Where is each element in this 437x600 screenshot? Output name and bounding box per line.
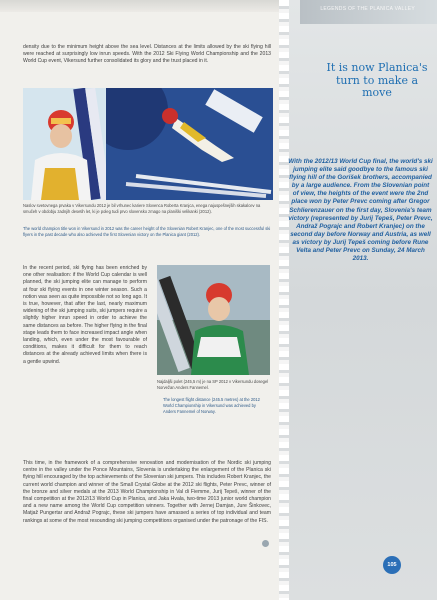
sidebar-headline: It is now Planica's turn to make a move — [326, 61, 428, 99]
photo-anders-fannemel — [157, 265, 270, 375]
caption-slovenian-top: Naslov svetovnega prvaka v Vikersundu 2012 je bil vrhunec kariere Slovenca Roberta Kranjca, enega najuspešnejših skakalcev na smučeh v obdobju zadnjih desetih let, ki je poleg tudi prvo slovensko zmago na planiški velikanki (2012). — [23, 203, 261, 214]
bottom-paragraph: This time, in the framework of a comprehensive renovation and modernisation of the Nordic ski jumping centre in the valley under the Ponce Mountains, Slovenia is undertaking the enlargement of the Planica ski flying hill encouraged by the top achievements of the Slovenian ski jumpers. This includes Robert Kranjec, the current world champion and winner of the Small Crystal Globe at the 2012 ski flights, Peter Prevc, winner of the bronze and silver medals at the 2013 World Championship in Val di Fiemme, Jurij Tepeš, winner of the final competition at the 2012/13 World Cup in Planica, and Jaka Hvala, two-time 2013 junior world champion and a new name among the World Cup competition winners. Together with Jernej Damjan, Jure Šinkovec, Matjaž Pungertar and Andraž Pograjc, these ski jumpers have amassed a series of top individual and team rankings at some of the most resounding ski jumping competitions organised under the patronage of the FIS. — [23, 460, 271, 524]
photo-ski-jumper-portrait — [23, 88, 119, 200]
caption-english-bottom: The longest flight distance (245.5 metres) at the 2012 World Championship in Vikersund was achieved by Anders Fannemel of Norway. — [163, 397, 260, 414]
left-column-text: In the recent period, ski flying has been enriched by one other realisation: if the World Cup calendar is well planned, the ski jumping elite can manage to perform at four ski flying events in one winter season. Such a notion was seen as quite impossible not so long ago. It is true, however, that after the last, nearly maximum widening of the ski jumping suits, ski jumpers require a slightly higher inrun speed in order to achieve the same distances as before. The higher flying in the final stage leads them to face increased impact angle when landing, which, even under the most favourable of conditions, makes it difficult for them to reach distances at the already achieved limits when there is a gentle upwind. — [23, 265, 147, 365]
page-number-badge — [383, 556, 401, 574]
caption-english-top: The world champion title won in Vikersund in 2012 was the career height of the Slovenian Robert Kranjec, one of the most successful ski flyers in the past decade who also achieved the first Slovenian victory on the Planica giant (2012). — [23, 226, 271, 237]
photo-ski-jumper-flight — [106, 88, 273, 200]
header-ribbon-text: LEGENDS OF THE PLANICA VALLEY — [320, 6, 415, 12]
article-end-icon — [262, 540, 269, 547]
page-number: 105 — [387, 562, 397, 568]
torn-paper-edge — [279, 0, 289, 600]
caption-slovenian-bottom: Najdaljši polet (245,5 m) je na SP 2012 v Vikersundu dosegel Norvežan Anders Fannemel. — [157, 379, 269, 390]
sidebar-text: With the 2012/13 World Cup final, the world's ski jumping elite said goodbye to the famous ski flying hill of the Gorišek brothers, accompanied by a large audience. From the Slovenian point of view, the heights of the event were the 2nd place won by Peter Prevc coming after Gregor Schlierenzauer on the first day, Slovenia's team victory (represented by Jurij Tepeš, Peter Prevc, Andraž Pograjc and Robert Kranjec) on the second day before Norway and Austria, as well as victory by Jurij Tepeš coming before Rune Velta and Peter Prevc on Sunday, 24 March 2013. — [288, 158, 433, 263]
intro-paragraph: density due to the minimum height above the sea level. Distances at the limits allowed by the ski flying hill were reached at surprisingly low inrun speeds. With the 2012 Ski Flying World Championship and the 2013 World Cup event, Vikersund further consolidated its glory and the trust placed in it. — [23, 44, 271, 65]
header-ribbon — [300, 0, 437, 24]
